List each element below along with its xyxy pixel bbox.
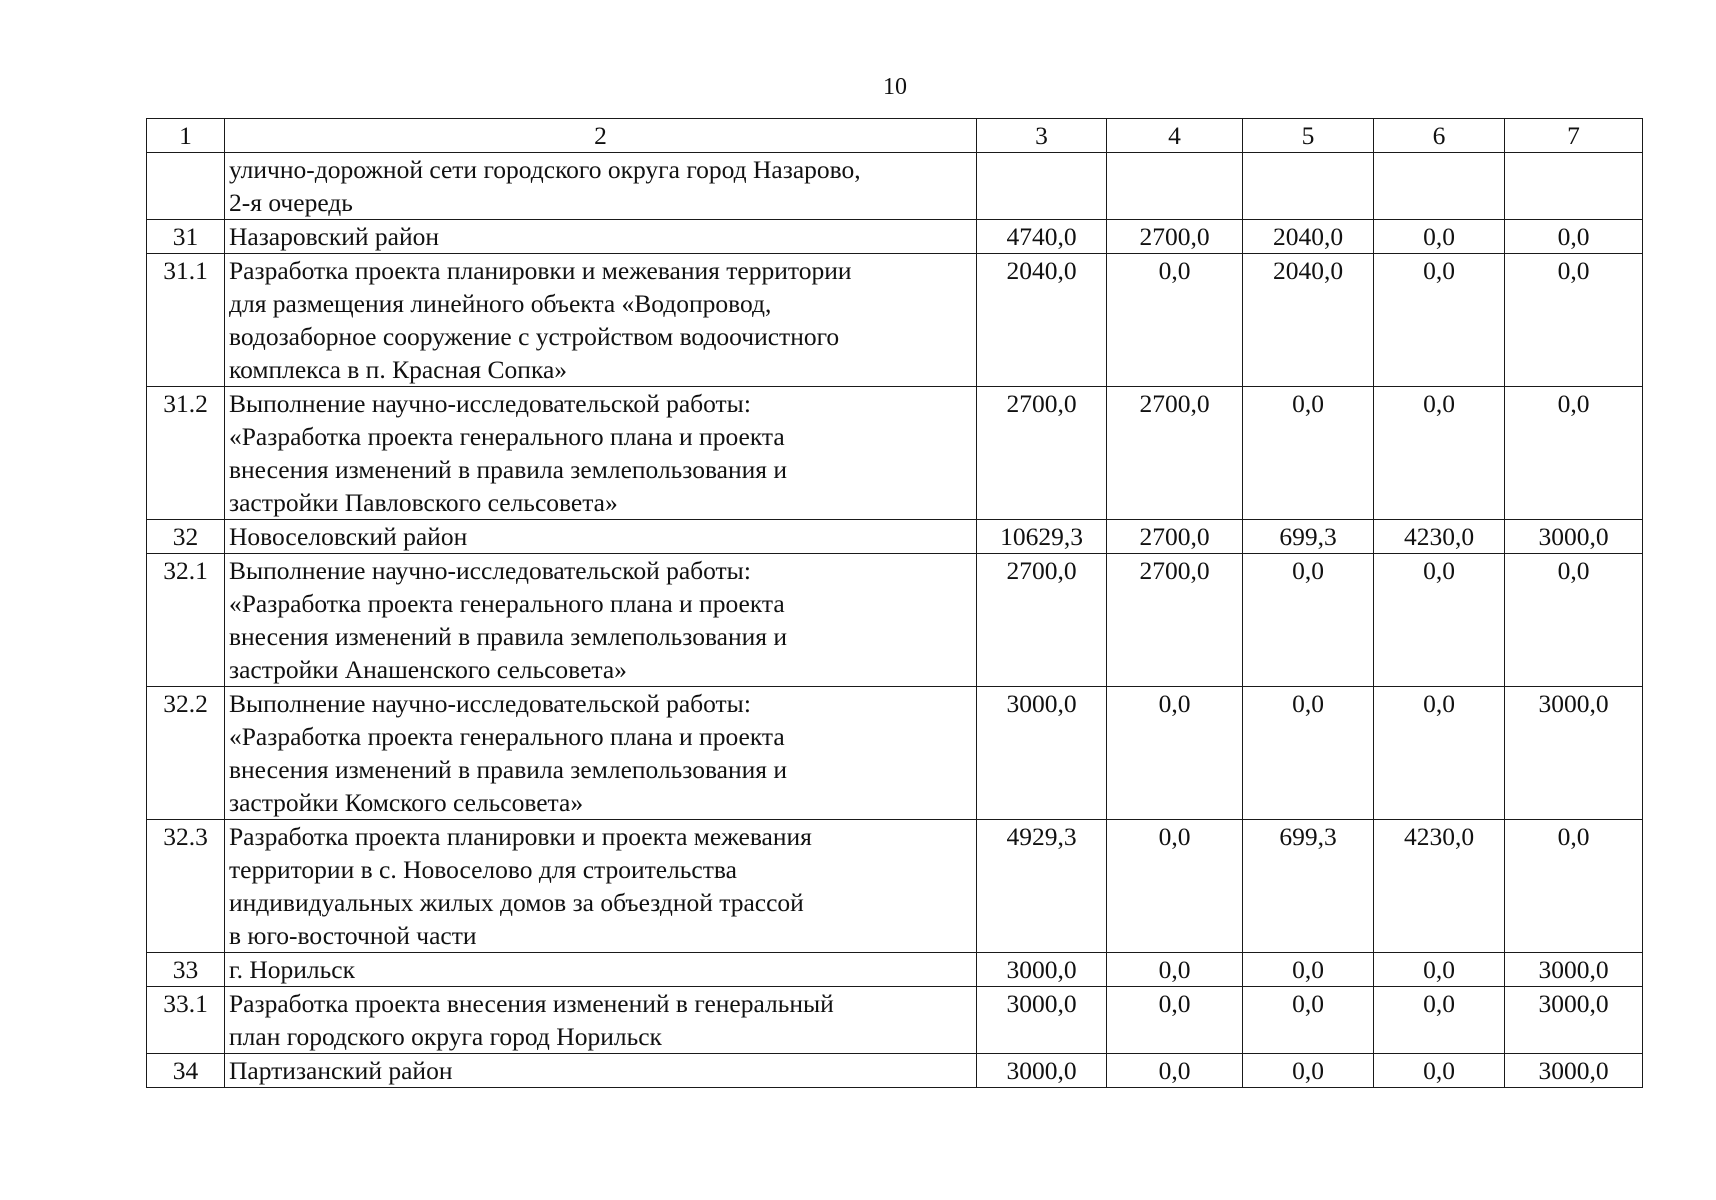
row-number-cell: 34 [147,1054,225,1088]
row-number-cell: 32.1 [147,554,225,687]
header-cell-2: 2 [225,119,977,153]
row-number-cell: 33 [147,953,225,987]
row-number-cell: 32 [147,520,225,554]
table-row [147,254,1643,387]
value-cell-col-6: 0,0 [1374,254,1505,387]
value-cell-col-3: 10629,3 [977,520,1107,554]
value-cell-col-6: 4230,0 [1374,520,1505,554]
budget-table [146,118,1643,1088]
description-line: водозаборное сооружение с устройством водоочистного [229,322,840,351]
header-cell-3: 3 [977,119,1107,153]
value-cell-col-5: 699,3 [1243,820,1374,953]
value-cell-col-7: 0,0 [1505,220,1643,254]
table-row [147,987,1643,1054]
value-cell-col-6: 0,0 [1374,687,1505,820]
value-cell-col-4: 0,0 [1107,953,1243,987]
value-cell-col-5: 2040,0 [1243,220,1374,254]
value-cell-col-5 [1243,153,1374,220]
description-line: индивидуальных жилых домов за объездной трассой [229,888,804,917]
value-cell-col-4: 0,0 [1107,687,1243,820]
table-row [147,953,1643,987]
description-cell [225,220,977,254]
value-cell-col-5: 0,0 [1243,987,1374,1054]
value-cell-col-6 [1374,153,1505,220]
value-cell-col-7: 0,0 [1505,554,1643,687]
value-cell-col-3 [977,153,1107,220]
value-cell-col-6: 0,0 [1374,953,1505,987]
value-cell-col-4: 0,0 [1107,820,1243,953]
value-cell-col-4: 0,0 [1107,254,1243,387]
value-cell-col-6: 0,0 [1374,1054,1505,1088]
value-cell-col-4: 2700,0 [1107,520,1243,554]
description-cell [225,520,977,554]
value-cell-col-7: 3000,0 [1505,687,1643,820]
description-cell [225,554,977,687]
description-line: Новоселовский район [229,522,468,551]
header-cell-7: 7 [1505,119,1643,153]
row-number-cell: 31.2 [147,387,225,520]
value-cell-col-6: 0,0 [1374,387,1505,520]
row-number-cell: 31 [147,220,225,254]
row-number-cell: 33.1 [147,987,225,1054]
header-cell-1: 1 [147,119,225,153]
description-line: «Разработка проекта генерального плана и проекта [229,722,785,751]
description-cell [225,153,977,220]
description-line: территории в с. Новоселово для строительства [229,855,737,884]
row-number-cell: 31.1 [147,254,225,387]
description-cell [225,254,977,387]
description-line: внесения изменений в правила землепользования и [229,622,788,651]
value-cell-col-3: 2040,0 [977,254,1107,387]
value-cell-col-7: 3000,0 [1505,987,1643,1054]
description-line: внесения изменений в правила землепользования и [229,455,788,484]
value-cell-col-7: 3000,0 [1505,953,1643,987]
description-line: г. Норильск [229,955,355,984]
value-cell-col-5: 0,0 [1243,687,1374,820]
value-cell-col-3: 2700,0 [977,387,1107,520]
description-line: Выполнение научно-исследовательской работы: [229,689,751,718]
value-cell-col-6: 0,0 [1374,554,1505,687]
value-cell-col-5: 0,0 [1243,554,1374,687]
value-cell-col-4: 2700,0 [1107,387,1243,520]
header-cell-6: 6 [1374,119,1505,153]
table-row [147,520,1643,554]
description-line: Выполнение научно-исследовательской работы: [229,389,751,418]
description-cell [225,1054,977,1088]
description-line: Разработка проекта планировки и межевания территории [229,256,852,285]
description-line: в юго-восточной части [229,921,477,950]
value-cell-col-6: 0,0 [1374,987,1505,1054]
table-row [147,387,1643,520]
value-cell-col-3: 3000,0 [977,953,1107,987]
description-line: Разработка проекта планировки и проекта межевания [229,822,812,851]
value-cell-col-3: 3000,0 [977,687,1107,820]
description-line: застройки Анашенского сельсовета» [229,655,627,684]
value-cell-col-3: 4740,0 [977,220,1107,254]
value-cell-col-6: 4230,0 [1374,820,1505,953]
value-cell-col-4 [1107,153,1243,220]
description-line: «Разработка проекта генерального плана и проекта [229,589,785,618]
value-cell-col-5: 2040,0 [1243,254,1374,387]
description-line: комплекса в п. Красная Сопка» [229,355,568,384]
table-row [147,1054,1643,1088]
value-cell-col-5: 0,0 [1243,1054,1374,1088]
description-cell [225,687,977,820]
value-cell-col-7 [1505,153,1643,220]
value-cell-col-5: 699,3 [1243,520,1374,554]
table-row [147,554,1643,687]
value-cell-col-3: 3000,0 [977,987,1107,1054]
description-line: Назаровский район [229,222,440,251]
value-cell-col-7: 0,0 [1505,387,1643,520]
value-cell-col-4: 2700,0 [1107,554,1243,687]
value-cell-col-3: 4929,3 [977,820,1107,953]
description-line: 2-я очередь [229,188,353,217]
value-cell-col-4: 0,0 [1107,1054,1243,1088]
value-cell-col-5: 0,0 [1243,953,1374,987]
table-row [147,220,1643,254]
header-cell-4: 4 [1107,119,1243,153]
description-line: Выполнение научно-исследовательской работы: [229,556,751,585]
value-cell-col-7: 3000,0 [1505,520,1643,554]
value-cell-col-5: 0,0 [1243,387,1374,520]
value-cell-col-7: 0,0 [1505,254,1643,387]
header-cell-5: 5 [1243,119,1374,153]
row-number-cell: 32.2 [147,687,225,820]
value-cell-col-7: 0,0 [1505,820,1643,953]
description-line: «Разработка проекта генерального плана и проекта [229,422,785,451]
description-line: Партизанский район [229,1056,453,1085]
description-line: улично-дорожной сети городского округа город Назарово, [229,155,861,184]
description-line: застройки Павловского сельсовета» [229,488,618,517]
description-cell [225,987,977,1054]
value-cell-col-3: 3000,0 [977,1054,1107,1088]
table-row [147,153,1643,220]
value-cell-col-4: 0,0 [1107,987,1243,1054]
value-cell-col-7: 3000,0 [1505,1054,1643,1088]
table-body [147,119,1643,1088]
value-cell-col-6: 0,0 [1374,220,1505,254]
description-cell [225,820,977,953]
table-row [147,687,1643,820]
description-cell [225,953,977,987]
description-line: план городского округа город Норильск [229,1022,662,1051]
row-number-cell: 32.3 [147,820,225,953]
description-line: внесения изменений в правила землепользования и [229,755,788,784]
table-row [147,820,1643,953]
description-cell [225,387,977,520]
value-cell-col-3: 2700,0 [977,554,1107,687]
table-header-row [147,119,1643,153]
value-cell-col-4: 2700,0 [1107,220,1243,254]
row-number-cell [147,153,225,220]
page-number: 10 [883,74,907,100]
description-line: Разработка проекта внесения изменений в генеральный [229,989,834,1018]
description-line: застройки Комского сельсовета» [229,788,584,817]
description-line: для размещения линейного объекта «Водопровод, [229,289,772,318]
